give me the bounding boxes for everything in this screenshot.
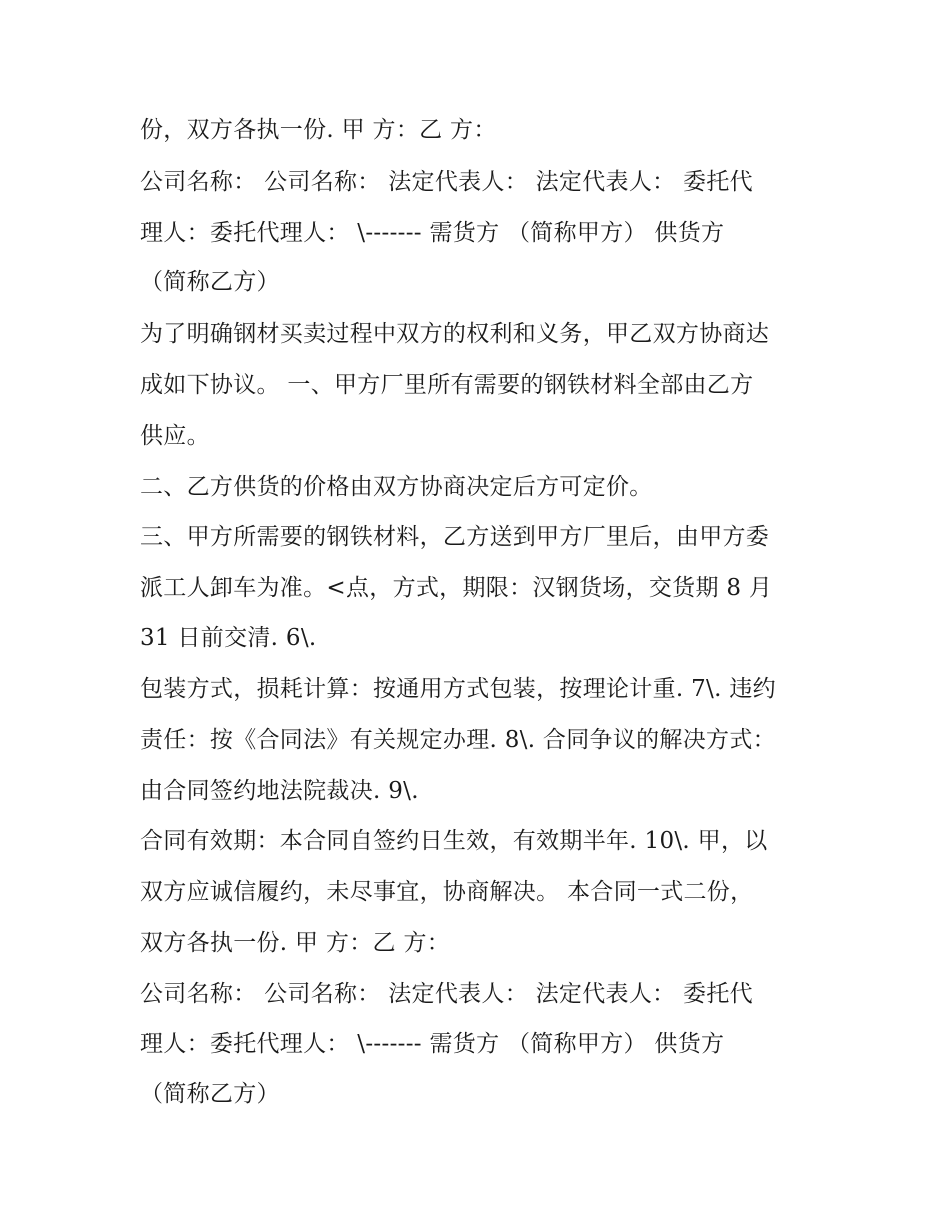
text-line: 公司名称： 公司名称： 法定代表人： 法定代表人： 委托代 [140,169,753,195]
text-line: 理人：委托代理人： \------- 需货方 （简称甲方） 供货方 [140,1031,725,1057]
text-line: 合同有效期：本合同自签约日生效，有效期半年. 10\. 甲，以 [140,828,768,854]
text-line: 双方各执一份. 甲 方：乙 方： [140,930,451,956]
text-line: 公司名称： 公司名称： 法定代表人： 法定代表人： 委托代 [140,981,753,1007]
text-line: 供应。 [140,423,210,449]
text-line: 成如下协议。 一、甲方厂里所有需要的钢铁材料全部由乙方 [140,372,754,398]
text-line: 派工人卸车为准。<点，方式，期限：汉钢货场，交货期 8 月 [140,575,773,601]
text-line: 理人：委托代理人： \------- 需货方 （简称甲方） 供货方 [140,220,725,246]
text-line: 由合同签约地法院裁决. 9\. [140,778,419,804]
text-line: （简称乙方） [140,269,280,295]
text-line: 包装方式，损耗计算：按通用方式包装，按理论计重. 7\. 违约 [140,676,776,702]
text-line: 为了明确钢材买卖过程中双方的权利和义务，甲乙双方协商达 [140,321,770,347]
text-line: 31 日前交清. 6\. [140,625,317,651]
text-line: 三、甲方所需要的钢铁材料，乙方送到甲方厂里后，由甲方委 [140,524,770,550]
text-line: 份，双方各执一份. 甲 方：乙 方： [140,117,497,143]
text-line: 责任：按《合同法》有关规定办理. 8\. 合同争议的解决方式： [140,727,776,753]
text-line: 二、乙方供货的价格由双方协商决定后方可定价。 [140,474,653,500]
text-line: （简称乙方） [140,1081,280,1107]
text-line: 双方应诚信履约，未尽事宜，协商解决。 本合同一式二份， [140,879,754,905]
